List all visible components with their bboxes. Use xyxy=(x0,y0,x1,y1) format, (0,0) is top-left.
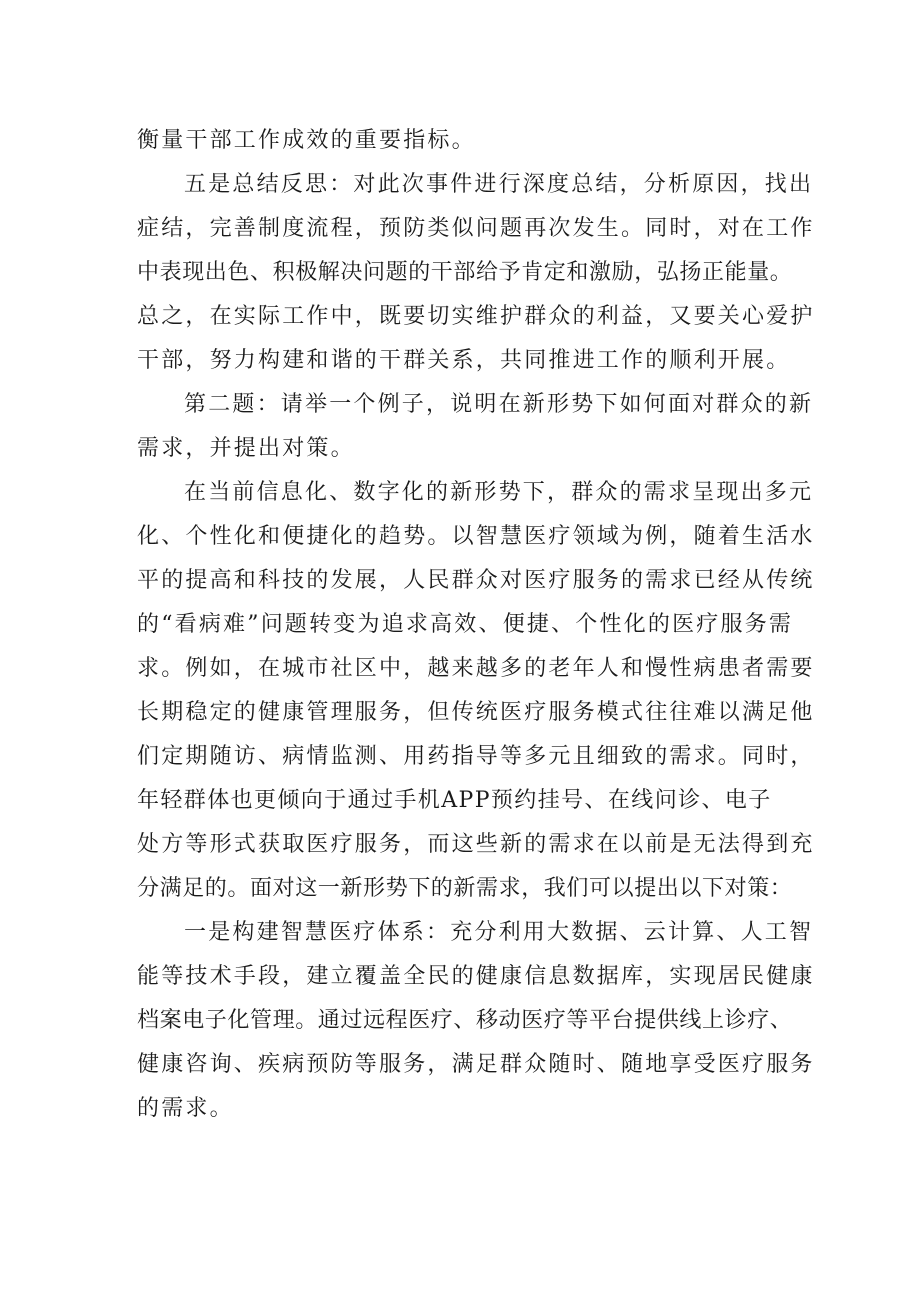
text-line: 症结，完善制度流程，预防类似问题再次发生。同时，对在工作 xyxy=(137,216,815,241)
text-line: 长期稳定的健康管理服务，但传统医疗服务模式往往难以满足他 xyxy=(137,700,815,725)
paragraph-start-line: 在当前信息化、数字化的新形势下，群众的需求呈现出多元 xyxy=(184,480,814,505)
paragraph-start-line: 总之，在实际工作中，既要切实维护群众的利益，又要关心爱护 xyxy=(137,304,815,329)
text-line: 的需求。 xyxy=(137,1096,234,1121)
paragraph-start-line: 五是总结反思：对此次事件进行深度总结，分析原因，找出 xyxy=(184,172,814,197)
paragraph-start-line: 一是构建智慧医疗体系：充分利用大数据、云计算、人工智 xyxy=(184,920,814,945)
text-line: 健康咨询、疾病预防等服务，满足群众随时、随地享受医疗服务 xyxy=(137,1052,815,1077)
text-line: 的“看病难”问题转变为追求高效、便捷、个性化的医疗服务需 xyxy=(137,612,794,637)
text-line: 化、个性化和便捷化的趋势。以智慧医疗领域为例，随着生活水 xyxy=(137,524,815,549)
text-line: 分满足的。面对这一新形势下的新需求，我们可以提出以下对策： xyxy=(137,876,793,901)
text-line: 处方等形式获取医疗服务，而这些新的需求在以前是无法得到充 xyxy=(137,832,815,857)
text-line: 需求，并提出对策。 xyxy=(137,436,355,461)
text-line: 们定期随访、病情监测、用药指导等多元且细致的需求。同时， xyxy=(137,744,815,769)
text-line: 衡量干部工作成效的重要指标。 xyxy=(137,128,476,153)
text-line: 平的提高和科技的发展，人民群众对医疗服务的需求已经从传统 xyxy=(137,568,815,593)
text-line: 中表现出色、积极解决问题的干部给予肯定和激励，弘扬正能量。 xyxy=(137,260,793,285)
text-line: 求。例如，在城市社区中，越来越多的老年人和慢性病患者需要 xyxy=(137,656,815,681)
text-line: 档案电子化管理。通过远程医疗、移动医疗等平台提供线上诊疗、 xyxy=(137,1008,793,1033)
question-line: 第二题：请举一个例子，说明在新形势下如何面对群众的新 xyxy=(184,392,814,417)
text-line: 干部，努力构建和谐的干群关系，共同推进工作的顺利开展。 xyxy=(137,348,791,373)
text-line: 能等技术手段，建立覆盖全民的健康信息数据库，实现居民健康 xyxy=(137,964,815,989)
text-line: 年轻群体也更倾向于通过手机APP预约挂号、在线问诊、电子 xyxy=(137,788,772,813)
